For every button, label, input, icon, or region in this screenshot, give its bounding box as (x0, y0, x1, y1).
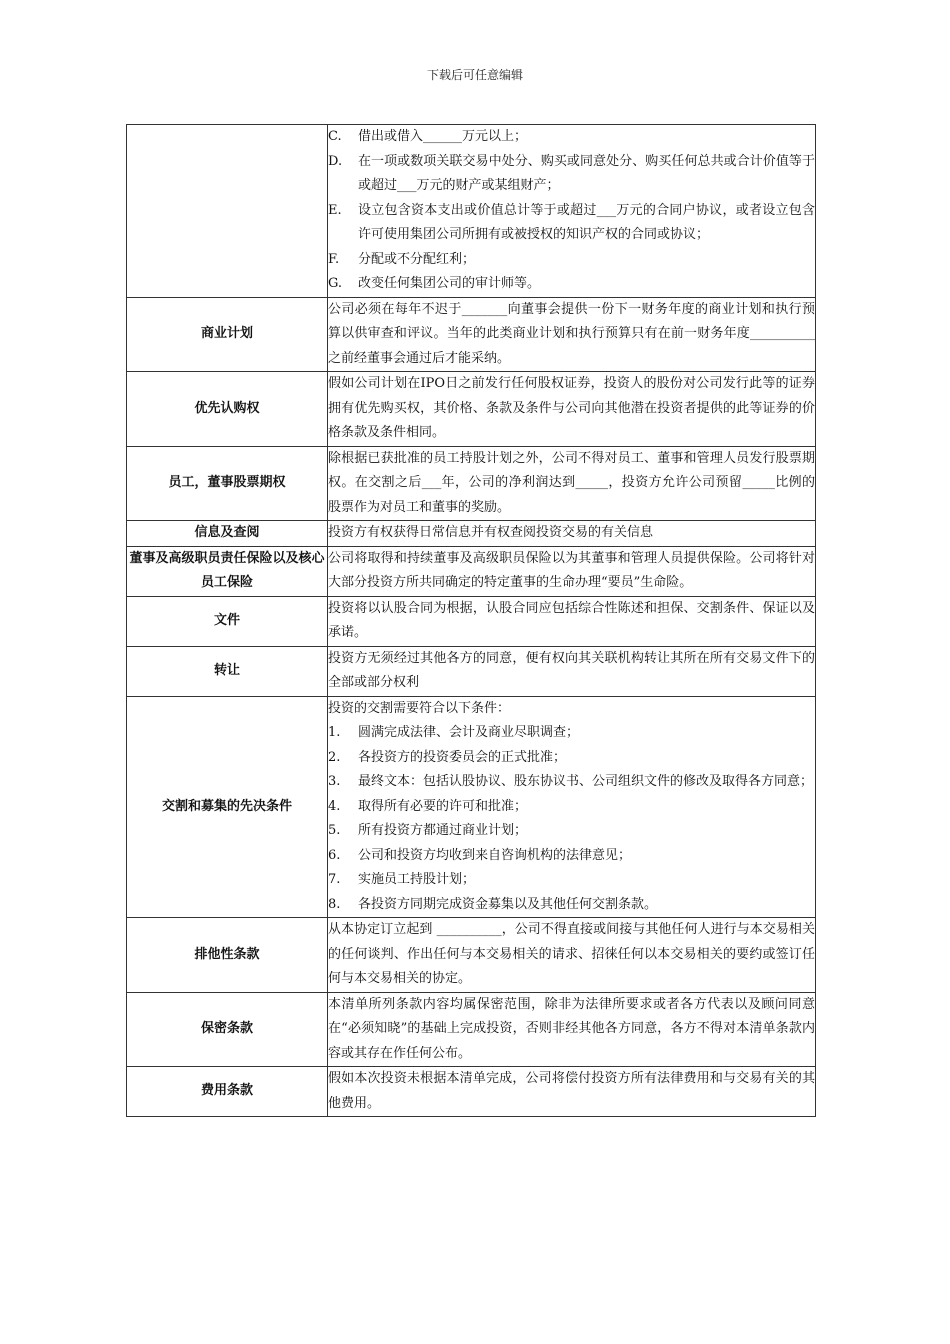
list-item-text: 取得所有必要的许可和批准； (358, 798, 528, 814)
row-content (328, 1067, 816, 1117)
content-paragraph: 公司将取得和持续董事及高级职员保险以为其董事和管理人员提供保险。公司将针对大部分投资方所共同确定的特定董事的生命办理“要员”生命险。 (328, 550, 815, 590)
list-item-text: 借出或借入______万元以上； (358, 129, 528, 144)
table-row (127, 696, 816, 918)
term-sheet-table (126, 124, 816, 1117)
row-content (328, 596, 816, 646)
table-row (127, 125, 816, 298)
content-paragraph: 投资的交割需要符合以下条件： (328, 700, 511, 716)
list-item (328, 746, 815, 771)
list-item-text: 分配或不分配红利； (358, 251, 476, 267)
row-content (328, 992, 816, 1067)
table-row (127, 446, 816, 521)
table-row (127, 918, 816, 993)
table-row (127, 372, 816, 447)
table-row (127, 546, 816, 596)
list-item-marker: 7. (328, 872, 341, 887)
row-label: 文件 (127, 596, 328, 646)
page-header-note: 下载后可任意编辑 (426, 68, 523, 82)
list-item (328, 819, 815, 844)
row-label: 优先认购权 (127, 372, 328, 447)
table-row (127, 596, 816, 646)
list-item-marker: 3. (328, 774, 341, 789)
row-label: 转让 (127, 646, 328, 696)
list-item-text: 各投资方同期完成资金募集以及其他任何交割条款。 (358, 896, 658, 912)
table-row (127, 1067, 816, 1117)
list-item (328, 868, 815, 893)
list-item (328, 893, 815, 918)
row-label: 员工，董事股票期权 (127, 446, 328, 521)
content-paragraph: 从本协定订立起到 __________，公司不得直接或间接与其他任何人进行与本交易相关的任何谈判、作出任何与本交易相关的请求、招徕任何以本交易相关的要约或签订任何与本交易相关的协定。 (328, 922, 815, 986)
list-item-text: 在一项或数项关联交易中处分、购买或同意处分、购买任何总共或合计价值等于或超过___万元的财产或某组财产； (358, 153, 815, 193)
table-row (127, 992, 816, 1067)
list-item-text: 公司和投资方均收到来自咨询机构的法律意见； (358, 847, 632, 863)
list-item-marker: 1. (328, 725, 341, 740)
list-item-marker: 6. (328, 847, 341, 863)
content-paragraph: 投资方无须经过其他各方的同意，便有权向其关联机构转让其所在所有交易文件下的全部或部分权利 (328, 650, 815, 690)
content-paragraph: 投资方有权获得日常信息并有权查阅投资交易的有关信息 (328, 525, 654, 540)
list-item (328, 199, 815, 248)
row-content (328, 521, 816, 547)
list-item (328, 272, 815, 297)
list-item-marker: E. (328, 202, 342, 218)
list-item-marker: G. (328, 276, 343, 291)
list-item-text: 最终文本：包括认股协议、股东协议书、公司组织文件的修改及取得各方同意； (358, 774, 814, 789)
list-item-marker: 4. (328, 798, 341, 814)
row-content (328, 446, 816, 521)
list-item-marker: 5. (328, 823, 341, 838)
row-label: 排他性条款 (127, 918, 328, 993)
row-label: 保密条款 (127, 992, 328, 1067)
list-item (328, 125, 815, 150)
list-item-text: 各投资方的投资委员会的正式批准； (358, 749, 567, 765)
list-item (328, 150, 815, 199)
table-row (127, 646, 816, 696)
list-item-marker: D. (328, 153, 343, 169)
row-label: 董事及高级职员责任保险以及核心员工保险 (127, 546, 328, 596)
list-item (328, 795, 815, 820)
list-item-text: 改变任何集团公司的审计师等。 (358, 276, 541, 291)
content-paragraph: 除根据已获批准的员工持股计划之外，公司不得对员工、董事和管理人员发行股票期权。在交割之后___年，公司的净利润达到_____，投资方允许公司预留_____比例的股票作为对员工和董事的奖励。 (328, 450, 815, 515)
list-item (328, 248, 815, 273)
list-item (328, 770, 815, 795)
list-item-marker: 8. (328, 896, 341, 912)
table-row (127, 297, 816, 372)
list-item-marker: F. (328, 251, 340, 267)
row-label (127, 125, 328, 298)
list-item-text: 设立包含资本支出或价值总计等于或超过___万元的合同户协议，或者设立包含许可使用集团公司所拥有或被授权的知识产权的合同或协议； (358, 202, 815, 242)
row-label: 费用条款 (127, 1067, 328, 1117)
list-item-text: 实施员工持股计划； (358, 872, 476, 887)
list-item (328, 844, 815, 869)
list-item (328, 721, 815, 746)
row-content (328, 646, 816, 696)
row-content (328, 546, 816, 596)
list-item-text: 所有投资方都通过商业计划； (358, 823, 528, 838)
list-item-text: 圆满完成法律、会计及商业尽职调查； (358, 725, 580, 740)
content-paragraph: 假如本次投资未根据本清单完成，公司将偿付投资方所有法律费用和与交易有关的其他费用。 (328, 1071, 815, 1111)
row-content (328, 125, 816, 298)
row-label: 信息及查阅 (127, 521, 328, 547)
row-label: 商业计划 (127, 297, 328, 372)
row-content (328, 297, 816, 372)
list-item-marker: C. (328, 129, 342, 144)
table-row (127, 521, 816, 547)
content-paragraph: 公司必须在每年不迟于_______向董事会提供一份下一财务年度的商业计划和执行预算以供审查和评议。当年的此类商业计划和执行预算只有在前一财务年度__________之前经董事会通过后才能采纳。 (328, 301, 815, 366)
row-content (328, 372, 816, 447)
row-label: 交割和募集的先决条件 (127, 696, 328, 918)
content-paragraph: 本清单所列条款内容均属保密范围，除非为法律所要求或者各方代表以及顾问同意在“必须知晓”的基础上完成投资，否则非经其他各方同意，各方不得对本清单条款内容或其存在作任何公布。 (328, 996, 815, 1061)
row-content (328, 918, 816, 993)
content-paragraph: 假如公司计划在IPO日之前发行任何股权证券，投资人的股份对公司发行此等的证券拥有优先购买权，其价格、条款及条件与公司向其他潜在投资者提供的此等证券的价格条款及条件相同。 (328, 376, 815, 440)
content-paragraph: 投资将以认股合同为根据，认股合同应包括综合性陈述和担保、交割条件、保证以及承诺。 (328, 600, 815, 640)
row-content (328, 696, 816, 918)
list-item-marker: 2. (328, 749, 341, 765)
